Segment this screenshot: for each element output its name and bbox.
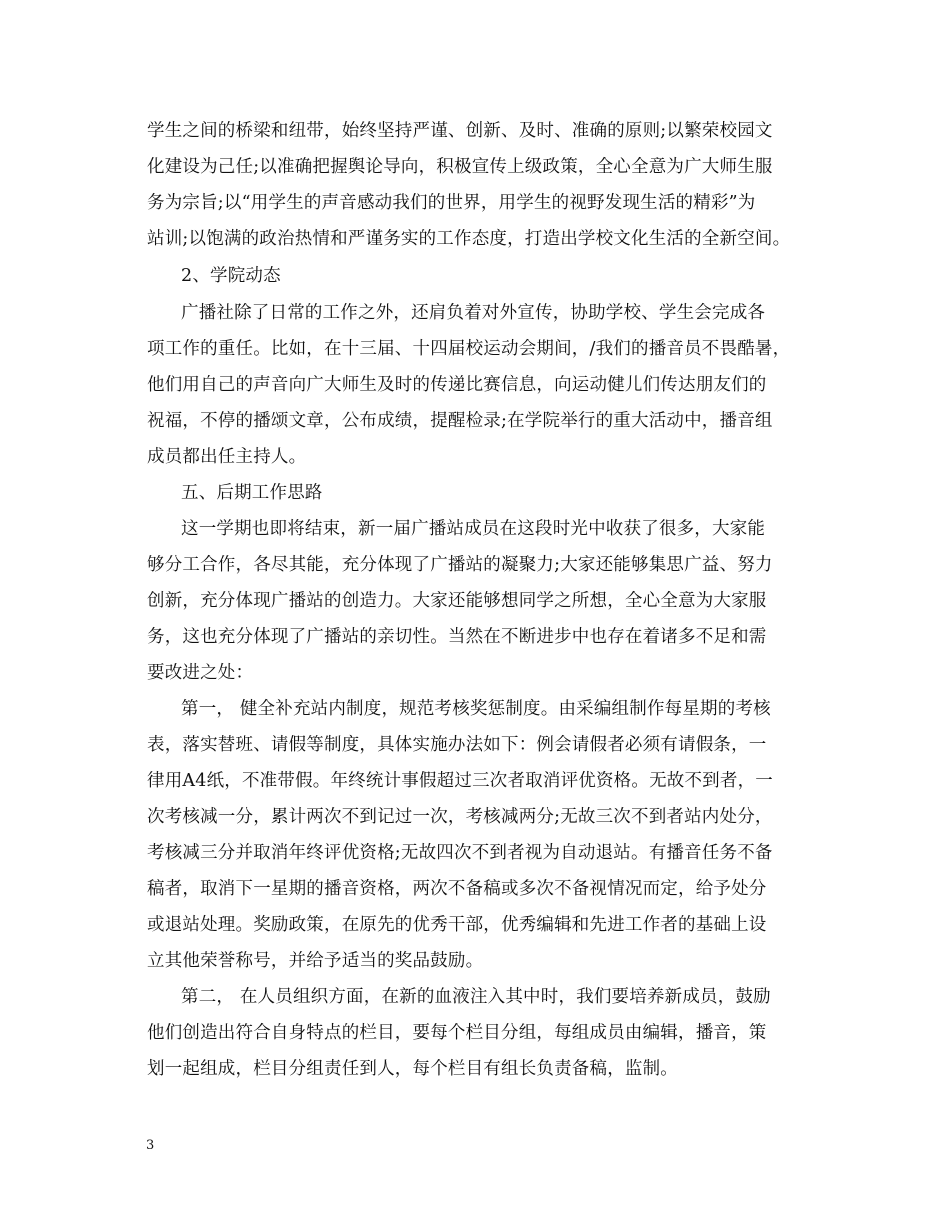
paragraph-line: 学生之间的桥梁和纽带，始终坚持严谨、创新、及时、准确的原则;以繁荣校园文 — [147, 121, 773, 141]
paragraph-line: 站训;以饱满的政治热情和严谨务实的工作态度，打造出学校文化生活的全新空间。 — [147, 229, 791, 249]
paragraph-line: 次考核减一分，累计两次不到记过一次，考核减两分;无故三次不到者站内处分， — [147, 807, 773, 827]
paragraph-line: 第一， 健全补充站内制度，规范考核奖惩制度。由采编组制作每星期的考核 — [181, 699, 771, 719]
paragraph-line: 立其他荣誉称号，并给予适当的奖品鼓励。 — [147, 951, 484, 971]
paragraph-line: 务，这也充分体现了广播站的亲切性。当然在不断进步中也存在着诸多不足和需 — [147, 627, 767, 647]
paragraph-line: 成员都出任主持人。 — [147, 447, 307, 467]
paragraph-line: 这一学期也即将结束，新一届广播站成员在这段时光中收获了很多，大家能 — [181, 519, 766, 539]
paragraph-line: 够分工合作，各尽其能，充分体现了广播站的凝聚力;大家还能够集思广益、努力 — [147, 555, 773, 575]
paragraph-line: 划一起组成，栏目分组责任到人，每个栏目有组长负责备稿，监制。 — [147, 1059, 678, 1079]
paragraph-line: 创新，充分体现广播站的创造力。大家还能够想同学之所想，全心全意为大家服 — [147, 591, 767, 611]
paragraph-line: 他们创造出符合自身特点的栏目，要每个栏目分组，每组成员由编辑，播音，策 — [147, 1023, 767, 1043]
paragraph-line: 务为宗旨;以“用学生的声音感动我们的世界，用学生的视野发现生活的精彩”为 — [147, 193, 756, 213]
paragraph-line: 要改进之处： — [147, 663, 254, 683]
paragraph-line: 他们用自己的声音向广大师生及时的传递比赛信息，向运动健儿们传达朋友们的 — [147, 375, 767, 395]
paragraph-line: 表，落实替班、请假等制度，具体实施办法如下：例会请假者必须有请假条，一 — [147, 735, 767, 755]
paragraph-line: 祝福，不停的播颂文章，公布成绩，提醒检录;在学院举行的重大活动中，播音组 — [147, 411, 773, 431]
paragraph-line: 或退站处理。奖励政策，在原先的优秀干部，优秀编辑和先进工作者的基础上设 — [147, 915, 767, 935]
section-heading: 2、学院动态 — [181, 266, 281, 286]
page-number: 3 — [146, 1138, 155, 1153]
paragraph-line: 考核减三分并取消年终评优资格;无故四次不到者视为自动退站。有播音任务不备 — [147, 843, 773, 863]
paragraph-line: 项工作的重任。比如，在十三届、十四届校运动会期间，/我们的播音员不畏酷暑， — [147, 339, 791, 359]
section-heading: 五、后期工作思路 — [181, 483, 323, 503]
paragraph-line: 第二， 在人员组织方面，在新的血液注入其中时，我们要培养新成员，鼓励 — [181, 987, 771, 1007]
paragraph-line: 律用A4纸，不准带假。年终统计事假超过三次者取消评优资格。无故不到者，一 — [147, 771, 773, 791]
paragraph-line: 化建设为己任;以准确把握舆论导向，积极宣传上级政策，全心全意为广大师生服 — [147, 157, 773, 177]
paragraph-line: 广播社除了日常的工作之外，还肩负着对外宣传，协助学校、学生会完成各 — [181, 303, 766, 323]
paragraph-line: 稿者，取消下一星期的播音资格，两次不备稿或多次不备视情况而定，给予处分 — [147, 879, 767, 899]
